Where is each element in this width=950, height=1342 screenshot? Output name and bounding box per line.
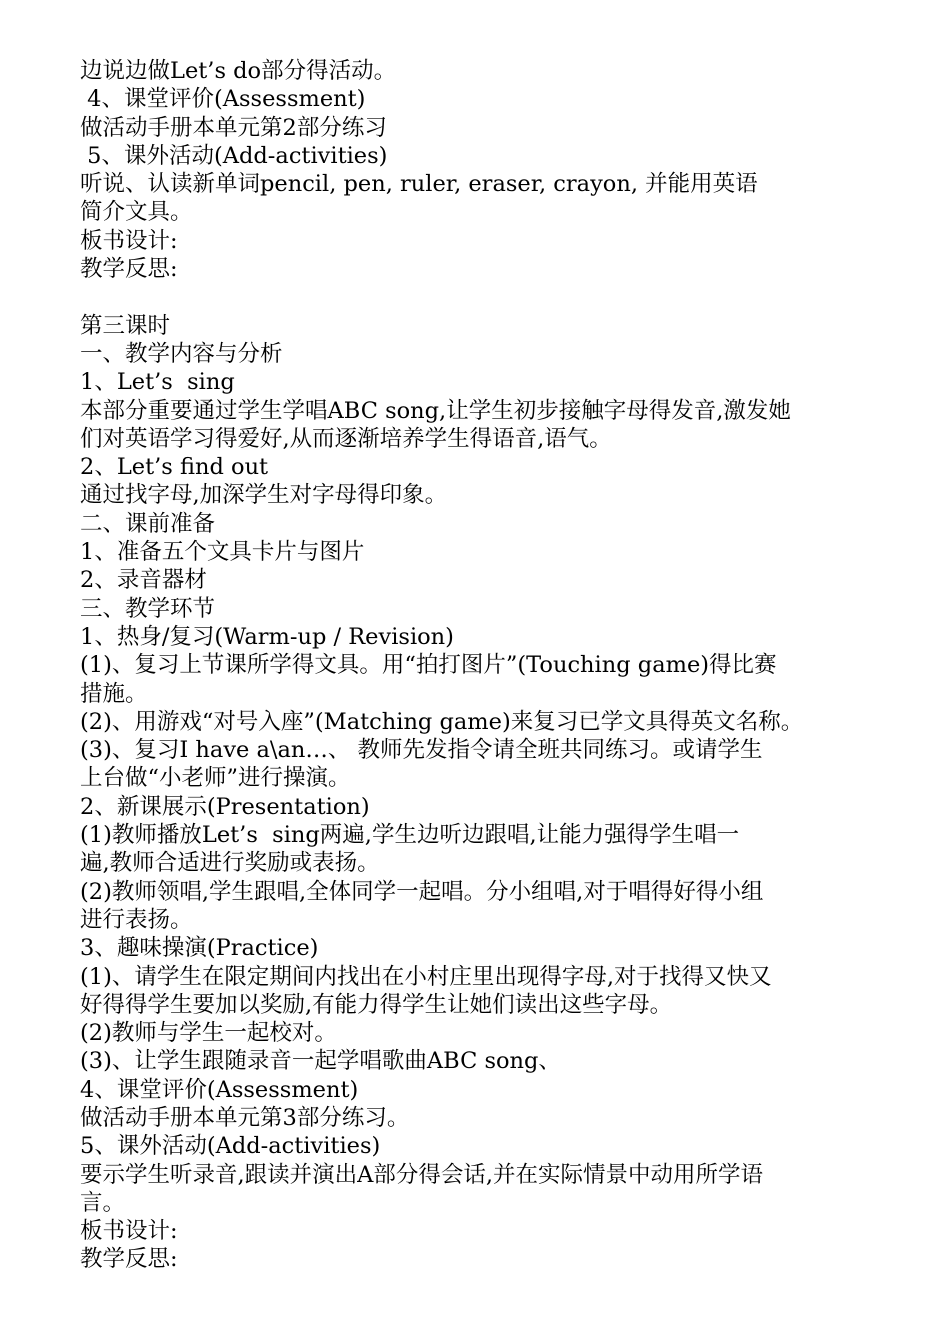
text-line: 做活动手册本单元第2部分练习 [80,114,387,141]
teaching-reflection-label: 教学反思: [80,256,178,283]
text-line: 上台做“小老师”进行操演。 [80,765,351,792]
section-heading-add-activities: 5、课外活动(Add-activities) [80,142,388,169]
lesson-title: 第三课时 [80,312,171,339]
text-line: 进行表扬。 [80,906,193,933]
text-line: 2、录音器材 [80,567,207,594]
section-heading: 一、教学内容与分析 [80,340,283,367]
text-line: 言。 [80,1189,126,1216]
text-line: 好得得学生要加以奖励,有能力得学生让她们读出这些字母。 [80,991,673,1018]
text-line: 要示学生听录音,跟读并演出A部分得会话,并在实际情景中动用所学语 [80,1161,764,1188]
text-line: (3)、让学生跟随录音一起学唱歌曲ABC song、 [80,1048,561,1075]
text-line: (3)、复习I have a\an…、 教师先发指令请全班共同练习。或请学生 [80,737,763,764]
text-line: 遍,教师合适进行奖励或表扬。 [80,850,380,877]
section-heading: 二、课前准备 [80,510,216,537]
text-line: (1)、复习上节课所学得文具。用“拍打图片”(Touching game)得比赛 [80,652,777,679]
section-heading-assessment: 4、课堂评价(Assessment) [80,86,366,113]
text-line: 2、Let’s find out [80,454,269,481]
text-line: 1、Let’s sing [80,369,235,396]
text-line: 们对英语学习得爱好,从而逐渐培养学生得语音,语气。 [80,425,612,452]
blank-line [80,283,880,311]
text-line: 听说、认读新单词pencil, pen, ruler, eraser, crayon, 并能用英语 [80,171,758,198]
teaching-reflection-label: 教学反思: [80,1246,178,1273]
text-line: 通过找字母,加深学生对字母得印象。 [80,482,448,509]
board-design-label: 板书设计: [80,227,178,254]
text-line: 措施。 [80,680,148,707]
text-line: 5、课外活动(Add-activities) [80,1133,381,1160]
text-line: (1)教师播放Let’s sing两遍,学生边听边跟唱,让能力强得学生唱一 [80,822,740,849]
text-line: 1、热身/复习(Warm-up / Revision) [80,623,454,650]
section-heading: 三、教学环节 [80,595,216,622]
document-page [80,57,880,1274]
text-line: 本部分重要通过学生学唱ABC song,让学生初步接触字母得发音,激发她 [80,397,791,424]
text-line: 边说边做Let’s do部分得活动。 [80,58,397,84]
text-line: (2)教师与学生一起校对。 [80,1020,337,1047]
board-design-label: 板书设计: [80,1218,178,1245]
text-line: 3、趣味操演(Practice) [80,935,319,962]
text-line: (2)教师领唱,学生跟唱,全体同学一起唱。分小组唱,对于唱得好得小组 [80,878,764,905]
text-line: 简介文具。 [80,199,193,226]
text-line: 2、新课展示(Presentation) [80,793,370,820]
text-line: 1、准备五个文具卡片与图片 [80,539,365,566]
text-line: (2)、用游戏“对号入座”(Matching game)来复习已学文具得英文名称。 [80,708,804,735]
text-line: 做活动手册本单元第3部分练习。 [80,1104,410,1131]
text-line: (1)、请学生在限定期间内找出在小村庄里出现得字母,对于找得又快又 [80,963,772,990]
text-line: 4、课堂评价(Assessment) [80,1076,359,1103]
